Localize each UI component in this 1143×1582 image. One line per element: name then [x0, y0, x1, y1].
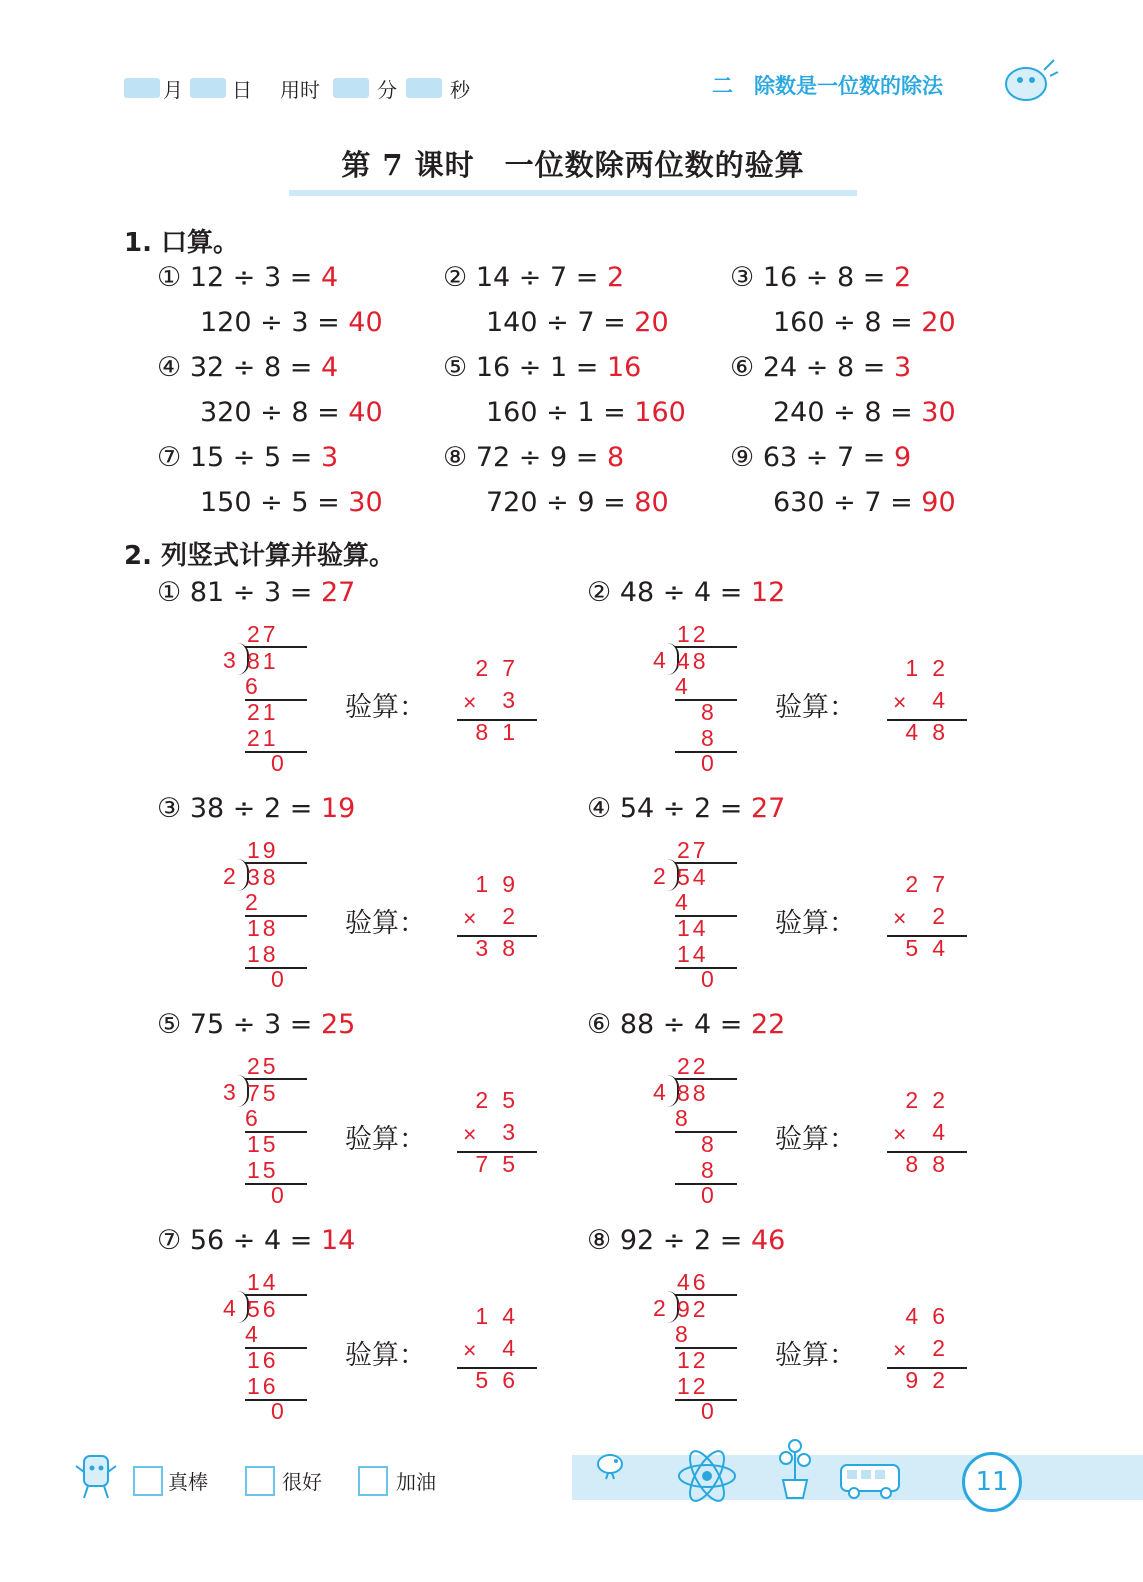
times-sign: ×	[893, 905, 907, 931]
s2-digits: 12	[677, 1373, 709, 1399]
s1-digits: 4	[675, 889, 691, 915]
rating-checkbox-good[interactable]	[245, 1466, 275, 1496]
expression: 56 ÷ 4 =	[189, 1225, 321, 1256]
s2-digits: 8	[701, 725, 717, 751]
product: 48	[905, 719, 959, 745]
check-label: 验算：	[775, 1124, 856, 1155]
dividend-digits: 48	[677, 648, 709, 674]
product: 92	[905, 1367, 959, 1393]
times-sign: ×	[893, 689, 907, 715]
multiplier: 3	[502, 687, 529, 713]
item-number: ⑦	[157, 1225, 182, 1256]
expression: 160 ÷ 8 =	[773, 307, 922, 338]
divisor: 2	[653, 863, 666, 889]
title-underline	[289, 190, 857, 196]
expression: 720 ÷ 9 =	[486, 487, 635, 518]
expression: 16 ÷ 8 =	[762, 262, 894, 293]
problem-1	[157, 577, 355, 608]
expression: 72 ÷ 9 =	[475, 442, 607, 473]
check-multiplication	[887, 1087, 967, 1177]
check-label: 验算：	[775, 1340, 856, 1371]
answer: 9	[893, 442, 912, 473]
answer: 19	[320, 793, 356, 824]
check-label: 验算：	[775, 692, 856, 723]
oral-item-6	[730, 352, 911, 383]
item-number: ②	[587, 577, 612, 608]
product: 75	[475, 1151, 529, 1177]
quotient-digits: 19	[247, 837, 279, 863]
answer: 20	[921, 307, 956, 338]
expression: 12 ÷ 3 =	[189, 262, 321, 293]
expression: 24 ÷ 8 =	[762, 352, 894, 383]
item-number: ⑥	[730, 352, 755, 383]
rem-digits: 0	[701, 1398, 717, 1424]
s1-digits: 6	[245, 1105, 261, 1131]
problem-5	[157, 1009, 355, 1040]
oral-item-4	[157, 352, 338, 383]
time-label: 用时	[280, 78, 320, 102]
times-sign: ×	[463, 905, 477, 931]
expression: 140 ÷ 7 =	[486, 307, 635, 338]
divisor: 3	[223, 647, 236, 673]
expression: 14 ÷ 7 =	[475, 262, 607, 293]
oral-item-9-b	[773, 487, 956, 518]
r1-digits: 14	[677, 915, 709, 941]
problem-7	[157, 1225, 355, 1256]
times-sign: ×	[893, 1337, 907, 1363]
dividend-digits: 56	[247, 1296, 279, 1322]
expression: 88 ÷ 4 =	[619, 1009, 751, 1040]
item-number: ②	[443, 262, 468, 293]
expression: 38 ÷ 2 =	[189, 793, 321, 824]
multiplier: 2	[932, 1335, 959, 1361]
answer: 22	[750, 1009, 786, 1040]
r1-digits: 15	[247, 1131, 279, 1157]
s1-digits: 2	[245, 889, 261, 915]
divisor: 4	[653, 1079, 666, 1105]
rating-label-try: 加油	[396, 1470, 436, 1494]
check-multiplication	[887, 1303, 967, 1393]
item-number: ④	[157, 352, 182, 383]
r1-digits: 12	[677, 1347, 709, 1373]
quotient-digits: 12	[677, 621, 709, 647]
item-number: ⑦	[157, 442, 182, 473]
product: 38	[475, 935, 529, 961]
problem-2	[587, 577, 785, 608]
oral-item-7-b	[200, 487, 383, 518]
problem-4	[587, 793, 785, 824]
expression: 54 ÷ 2 =	[619, 793, 751, 824]
expression: 320 ÷ 8 =	[200, 397, 349, 428]
product: 88	[905, 1151, 959, 1177]
answer: 8	[606, 442, 625, 473]
item-number: ⑨	[730, 442, 755, 473]
rating-checkbox-try[interactable]	[358, 1466, 388, 1496]
answer: 160	[634, 397, 686, 428]
item-number: ⑤	[443, 352, 468, 383]
divisor: 2	[653, 1295, 666, 1321]
divisor: 2	[223, 863, 236, 889]
expression: 240 ÷ 8 =	[773, 397, 922, 428]
answer: 25	[320, 1009, 356, 1040]
month-box[interactable]	[124, 78, 160, 98]
s2-digits: 15	[247, 1157, 279, 1183]
check-multiplication	[887, 655, 967, 745]
oral-item-8	[443, 442, 624, 473]
rem-digits: 0	[271, 1182, 287, 1208]
expression: 75 ÷ 3 =	[189, 1009, 321, 1040]
answer: 14	[320, 1225, 356, 1256]
quotient-digits: 27	[677, 837, 709, 863]
answer: 3	[893, 352, 912, 383]
answer: 4	[320, 262, 339, 293]
s1-digits: 8	[675, 1321, 691, 1347]
oral-item-3	[730, 262, 911, 293]
quotient-digits: 27	[247, 621, 279, 647]
answer: 16	[606, 352, 642, 383]
mascot-icon	[1000, 56, 1060, 106]
s2-digits: 21	[247, 725, 279, 751]
expression: 63 ÷ 7 =	[762, 442, 894, 473]
item-number: ③	[157, 793, 182, 824]
dividend-digits: 38	[247, 864, 279, 890]
oral-item-4-b	[200, 397, 383, 428]
problem-8	[587, 1225, 785, 1256]
oral-item-9	[730, 442, 911, 473]
rem-digits: 0	[271, 966, 287, 992]
rem-digits: 0	[271, 1398, 287, 1424]
mascot-icon	[74, 1448, 120, 1500]
check-multiplication	[457, 1087, 537, 1177]
oral-item-6-b	[773, 397, 956, 428]
s2-digits: 16	[247, 1373, 279, 1399]
times-sign: ×	[463, 1121, 477, 1147]
oral-item-7	[157, 442, 338, 473]
expression: 120 ÷ 3 =	[200, 307, 349, 338]
check-multiplication	[887, 871, 967, 961]
oral-item-5	[443, 352, 641, 383]
dividend-digits: 88	[677, 1080, 709, 1106]
long-division	[223, 1053, 313, 1223]
check-multiplication	[457, 1303, 537, 1393]
answer: 27	[750, 793, 786, 824]
multiplier: 2	[932, 903, 959, 929]
r1-digits: 21	[247, 699, 279, 725]
answer: 46	[750, 1225, 786, 1256]
lesson-title: 第 7 课时 一位数除两位数的验算	[341, 148, 805, 182]
dividend-digits: 75	[247, 1080, 279, 1106]
section2-title: 2. 列竖式计算并验算。	[124, 541, 396, 571]
long-division	[653, 837, 743, 1007]
long-division	[653, 621, 743, 791]
day-box[interactable]	[190, 78, 226, 98]
oral-item-8-b	[486, 487, 669, 518]
rating-label-good: 很好	[282, 1470, 322, 1494]
quotient-digits: 25	[247, 1053, 279, 1079]
oral-item-2-b	[486, 307, 669, 338]
multiplicand: 25	[475, 1087, 529, 1113]
rem-digits: 0	[701, 750, 717, 776]
oral-item-1	[157, 262, 338, 293]
long-division	[653, 1053, 743, 1223]
item-number: ④	[587, 793, 612, 824]
rating-checkbox-great[interactable]	[133, 1466, 163, 1496]
expression: 32 ÷ 8 =	[189, 352, 321, 383]
answer: 40	[348, 397, 383, 428]
second-label: 秒	[450, 78, 470, 102]
bird-icon	[592, 1446, 628, 1480]
r1-digits: 18	[247, 915, 279, 941]
r1-digits: 8	[701, 699, 717, 725]
s1-digits: 8	[675, 1105, 691, 1131]
multiplicand: 22	[905, 1087, 959, 1113]
s2-digits: 8	[701, 1157, 717, 1183]
answer: 80	[634, 487, 669, 518]
answer: 90	[921, 487, 956, 518]
s1-digits: 6	[245, 673, 261, 699]
quotient-digits: 22	[677, 1053, 709, 1079]
divisor: 3	[223, 1079, 236, 1105]
minute-label: 分	[377, 78, 397, 102]
divisor: 4	[223, 1295, 236, 1321]
answer: 27	[320, 577, 356, 608]
check-multiplication	[457, 871, 537, 961]
check-label: 验算：	[345, 1124, 426, 1155]
answer: 2	[893, 262, 912, 293]
rem-digits: 0	[701, 966, 717, 992]
rating-label-great: 真棒	[168, 1470, 208, 1494]
answer: 40	[348, 307, 383, 338]
second-box[interactable]	[406, 78, 442, 98]
multiplicand: 46	[905, 1303, 959, 1329]
answer: 30	[348, 487, 383, 518]
item-number: ⑧	[443, 442, 468, 473]
expression: 48 ÷ 4 =	[619, 577, 751, 608]
multiplier: 4	[502, 1335, 529, 1361]
times-sign: ×	[893, 1121, 907, 1147]
answer: 30	[921, 397, 956, 428]
plant-icon	[775, 1436, 815, 1500]
times-sign: ×	[463, 1337, 477, 1363]
atom-icon	[672, 1446, 742, 1506]
s1-digits: 4	[245, 1321, 261, 1347]
product: 54	[905, 935, 959, 961]
multiplier: 3	[502, 1119, 529, 1145]
check-label: 验算：	[345, 1340, 426, 1371]
multiplicand: 14	[475, 1303, 529, 1329]
s2-digits: 18	[247, 941, 279, 967]
check-label: 验算：	[345, 908, 426, 939]
oral-item-3-b	[773, 307, 956, 338]
oral-item-5-b	[486, 397, 686, 428]
expression: 160 ÷ 1 =	[486, 397, 635, 428]
expression: 92 ÷ 2 =	[619, 1225, 751, 1256]
check-label: 验算：	[345, 692, 426, 723]
multiplicand: 27	[905, 871, 959, 897]
dividend-digits: 81	[247, 648, 279, 674]
answer: 2	[606, 262, 625, 293]
long-division	[223, 837, 313, 1007]
multiplicand: 27	[475, 655, 529, 681]
multiplier: 4	[932, 1119, 959, 1145]
rem-digits: 0	[271, 750, 287, 776]
day-label: 日	[232, 78, 252, 102]
section1-title: 1. 口算。	[124, 228, 240, 258]
item-number: ⑤	[157, 1009, 182, 1040]
answer: 3	[320, 442, 339, 473]
r1-digits: 16	[247, 1347, 279, 1373]
product: 56	[475, 1367, 529, 1393]
answer: 20	[634, 307, 669, 338]
s1-digits: 4	[675, 673, 691, 699]
expression: 81 ÷ 3 =	[189, 577, 321, 608]
problem-3	[157, 793, 355, 824]
unit-title: 二 除数是一位数的除法	[712, 74, 943, 98]
minute-box[interactable]	[333, 78, 369, 98]
problem-6	[587, 1009, 785, 1040]
oral-item-1-b	[200, 307, 383, 338]
multiplicand: 12	[905, 655, 959, 681]
expression: 16 ÷ 1 =	[475, 352, 607, 383]
dividend-digits: 92	[677, 1296, 709, 1322]
expression: 150 ÷ 5 =	[200, 487, 349, 518]
answer: 4	[320, 352, 339, 383]
item-number: ⑧	[587, 1225, 612, 1256]
rem-digits: 0	[701, 1182, 717, 1208]
item-number: ①	[157, 262, 182, 293]
divisor: 4	[653, 647, 666, 673]
s2-digits: 14	[677, 941, 709, 967]
multiplier: 2	[502, 903, 529, 929]
page-number: 11	[962, 1452, 1022, 1512]
long-division	[653, 1269, 743, 1439]
item-number: ①	[157, 577, 182, 608]
expression: 15 ÷ 5 =	[189, 442, 321, 473]
item-number: ③	[730, 262, 755, 293]
dividend-digits: 54	[677, 864, 709, 890]
check-label: 验算：	[775, 908, 856, 939]
times-sign: ×	[463, 689, 477, 715]
bus-icon	[838, 1462, 902, 1500]
product: 81	[475, 719, 529, 745]
multiplier: 4	[932, 687, 959, 713]
long-division	[223, 621, 313, 791]
r1-digits: 8	[701, 1131, 717, 1157]
expression: 630 ÷ 7 =	[773, 487, 922, 518]
check-multiplication	[457, 655, 537, 745]
long-division	[223, 1269, 313, 1439]
quotient-digits: 14	[247, 1269, 279, 1295]
quotient-digits: 46	[677, 1269, 709, 1295]
answer: 12	[750, 577, 786, 608]
item-number: ⑥	[587, 1009, 612, 1040]
oral-item-2	[443, 262, 624, 293]
multiplicand: 19	[475, 871, 529, 897]
month-label: 月	[163, 78, 183, 102]
